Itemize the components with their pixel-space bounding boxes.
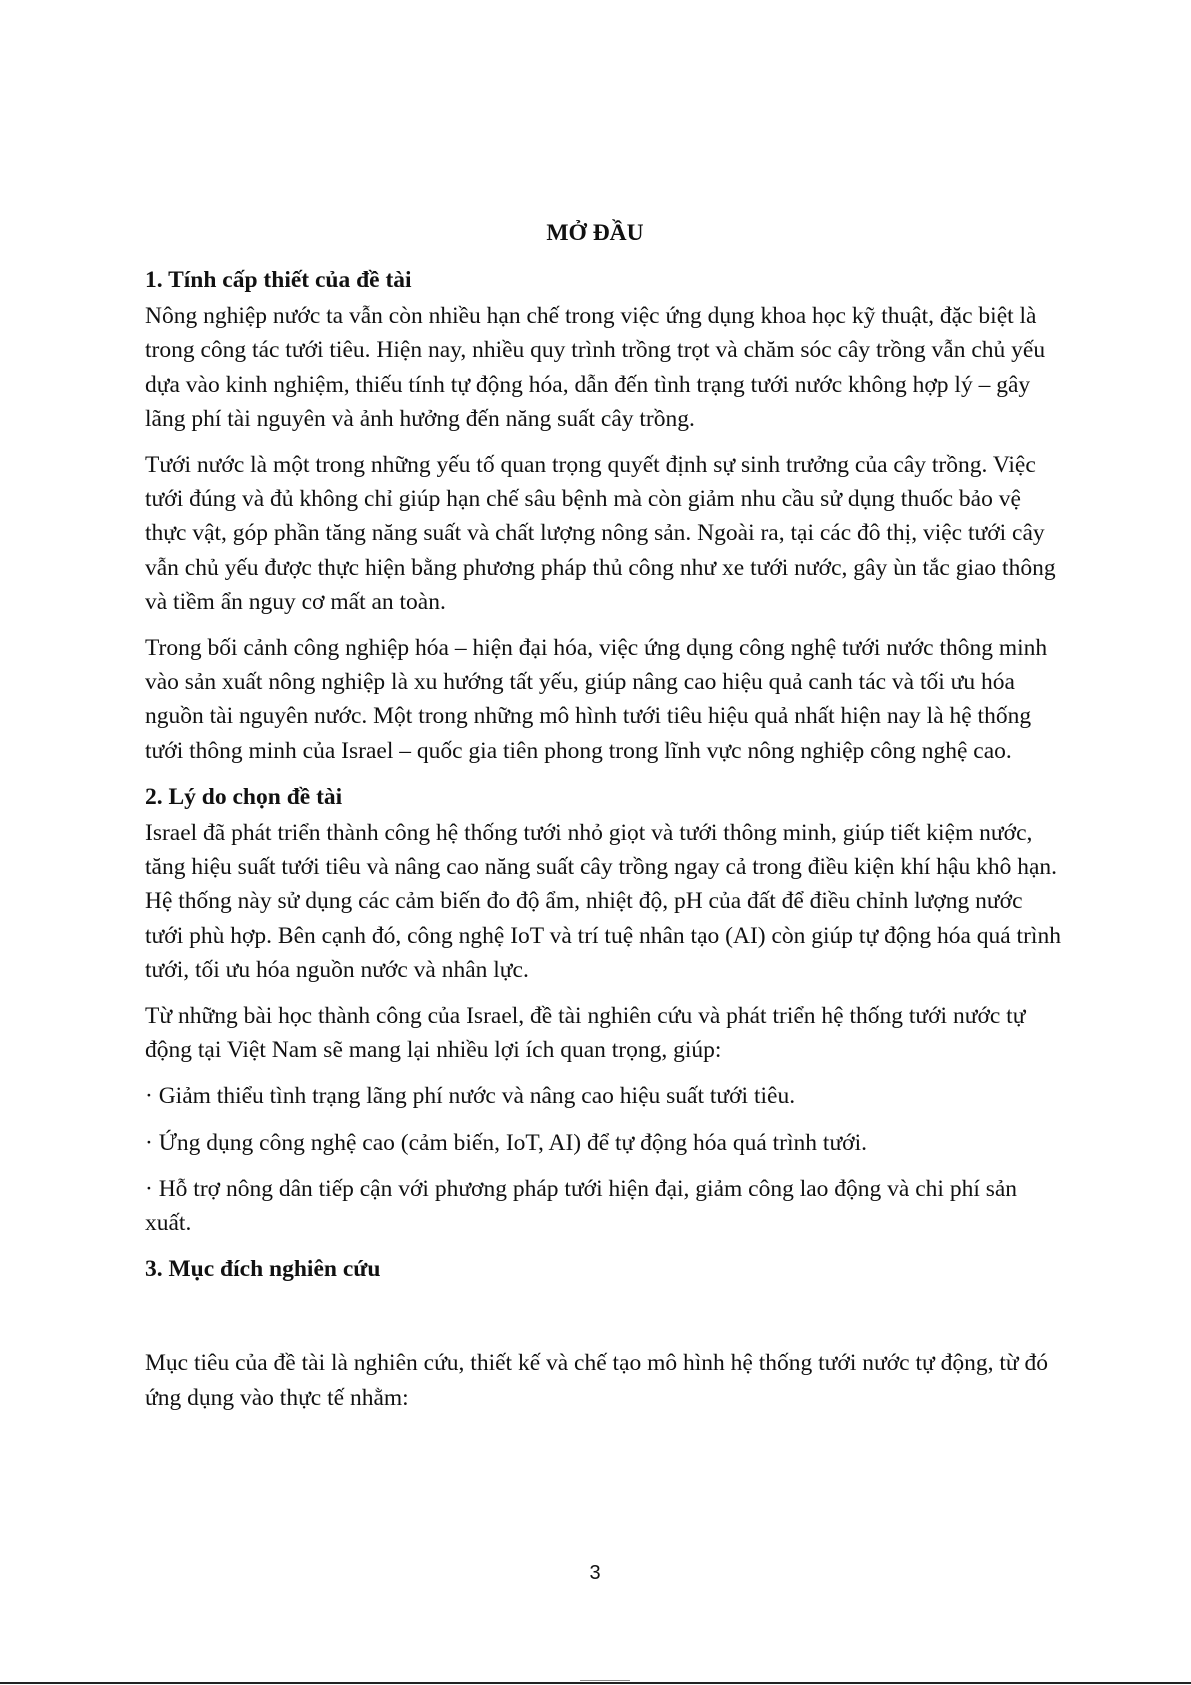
bottom-border-mark bbox=[580, 1680, 630, 1681]
bullet-item-2: · Ứng dụng công nghệ cao (cảm biến, IoT, AI) để tự động hóa quá trình tưới. bbox=[145, 1129, 868, 1156]
section-2-paragraph-2: Từ những bài học thành công của Israel, đề tài nghiên cứu và phát triển hệ thống tưới nước tự động tại Việt Nam sẽ mang lại nhiều lợi ích quan trọng, giúp: bbox=[145, 1003, 1026, 1064]
section-2-paragraph-1: Israel đã phát triển thành công hệ thống tưới nhỏ giọt và tưới thông minh, giúp tiết kiệm nước, tăng hiệu suất tưới tiêu và nâng cao năng suất cây trồng ngay cả trong điều kiện khí hậu khô hạn. Hệ thống này sử dụng các cảm biến đo độ ẩm, nhiệt độ, pH của đất để điều chỉnh lượng nước tưới phù hợp. Bên cạnh đó, công nghệ IoT và trí tuệ nhân tạo (AI) còn giúp tự động hóa quá trình tưới, tối ưu hóa nguồn nước và nhân lực. bbox=[145, 820, 1061, 983]
section-1-paragraph-1: Nông nghiệp nước ta vẫn còn nhiều hạn chế trong việc ứng dụng khoa học kỹ thuật, đặc biệt là trong công tác tưới tiêu. Hiện nay, nhiều quy trình trồng trọt và chăm sóc cây trồng vẫn chủ yếu dựa vào kinh nghiệm, thiếu tính tự động hóa, dẫn đến tình trạng tưới nước không hợp lý – gây lãng phí tài nguyên và ảnh hưởng đến năng suất cây trồng. bbox=[145, 303, 1046, 432]
section-heading-3: 3. Mục đích nghiên cứu bbox=[145, 1256, 381, 1283]
section-heading-1: 1. Tính cấp thiết của đề tài bbox=[145, 267, 412, 293]
bullet-item-1: · Giảm thiểu tình trạng lãng phí nước và nâng cao hiệu suất tưới tiêu. bbox=[145, 1083, 796, 1110]
section-3-paragraph-1: Mục tiêu của đề tài là nghiên cứu, thiết kế và chế tạo mô hình hệ thống tưới nước tự động, từ đó ứng dụng vào thực tế nhằm: bbox=[145, 1350, 1048, 1411]
document-body bbox=[145, 263, 1065, 1415]
page-number: 3 bbox=[589, 1562, 601, 1584]
document-title: MỞ ĐẦU bbox=[546, 220, 644, 246]
section-heading-2: 2. Lý do chọn đề tài bbox=[145, 783, 343, 810]
bottom-border-line bbox=[0, 1682, 1191, 1684]
document-page bbox=[145, 0, 1065, 1685]
section-1-paragraph-2: Tưới nước là một trong những yếu tố quan trọng quyết định sự sinh trưởng của cây trồng. Việc tưới đúng và đủ không chỉ giúp hạn chế sâu bệnh mà còn giảm nhu cầu sử dụng thuốc bảo vệ thực vật, góp phần tăng năng suất và chất lượng nông sản. Ngoài ra, tại các đô thị, việc tưới cây vẫn chủ yếu được thực hiện bằng phương pháp thủ công như xe tưới nước, gây ùn tắc giao thông và tiềm ẩn nguy cơ mất an toàn. bbox=[145, 452, 1056, 615]
section-1-paragraph-3: Trong bối cảnh công nghiệp hóa – hiện đại hóa, việc ứng dụng công nghệ tưới nước thông minh vào sản xuất nông nghiệp là xu hướng tất yếu, giúp nâng cao hiệu quả canh tác và tối ưu hóa nguồn tài nguyên nước. Một trong những mô hình tưới tiêu hiệu quả nhất hiện nay là hệ thống tưới thông minh của Israel – quốc gia tiên phong trong lĩnh vực nông nghiệp công nghệ cao. bbox=[145, 635, 1048, 764]
bullet-item-3: · Hỗ trợ nông dân tiếp cận với phương pháp tưới hiện đại, giảm công lao động và chi phí sản xuất. bbox=[145, 1175, 1018, 1237]
